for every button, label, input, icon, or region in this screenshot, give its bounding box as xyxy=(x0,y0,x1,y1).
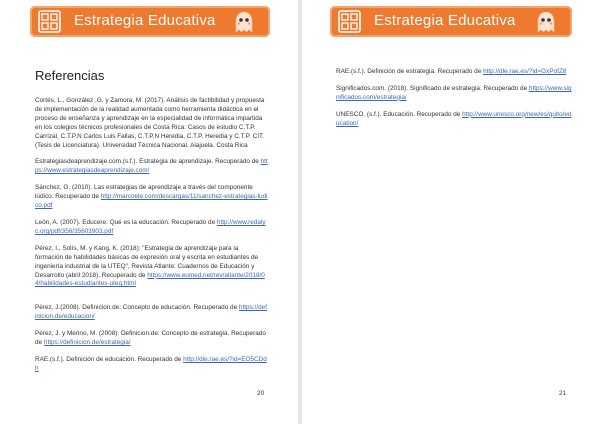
reference-entry xyxy=(35,356,268,374)
reference-entry xyxy=(35,219,268,237)
reference-entry xyxy=(35,245,268,290)
reference-link[interactable]: http://marcoele.com/descargas/11/sanchez-estrategias-ludico.pdf xyxy=(35,193,268,210)
reference-link[interactable]: https://www.eumed.net/rev/atlante/2018/04/habilidades-estudiantes-uteq.html xyxy=(35,271,265,288)
reference-text: Pérez, I., Solís, M. y Kang, K. (2018): "Estrategia de aprendizaje para la formación de habilidades básicas de expresión oral y escrita en estudiantes de ingeniería industrial de la UTEQ", Revista Atlante: Cuadernos de Educación y Desarrollo (abril 2018). Recuperado de xyxy=(35,244,259,279)
reference-text: UNESCO. (s.f.). Educación. Recuperado de xyxy=(336,110,463,118)
reference-link[interactable]: http://www.redalyc.org/pdf/356/35603903.pdf xyxy=(35,218,266,235)
reference-link[interactable]: https://www.significados.com/estrategia/ xyxy=(336,84,572,101)
reference-text: RAE.(s.f.). Definición de estrategia. Recuperado de xyxy=(336,68,484,75)
page-number: 21 xyxy=(559,390,567,397)
reference-link[interactable]: https://www.estrategiasdeaprendizaje.com/ xyxy=(35,158,268,175)
ghost-mascot-icon xyxy=(234,11,254,33)
reference-entry xyxy=(35,304,268,322)
reference-entry xyxy=(35,184,268,211)
reference-text: Cortés, L., González ,G. y Zamora, M. (2017). Análisis de factibilidad y propuesta de implementación de la realidad aumentada como herramienta didáctica en el proceso de enseñanza y aprendizaje en la especialidad de informática impartida en los colegios técnicos profesionales de Costa Rica: Casos de estudio C.T.P. Carrizal, C.T.P.N Carlos Luis Fallas, C.T.P.N Heredia, C.T.P. Heredia y C.T.P. CIT. (Tesis de Licenciatura). Universidad Técnica Nacional. Alajuela. Costa Rica xyxy=(35,97,265,149)
reference-link[interactable]: https://definicion.de/educacion/ xyxy=(35,304,267,321)
right-page xyxy=(302,0,600,424)
header-banner xyxy=(30,6,270,37)
reference-list xyxy=(35,97,268,382)
left-page xyxy=(0,0,298,424)
reference-text: Pérez, J. y Merino, M. (2008). Definicion.de: Concepto de estrategia. Recuperado de xyxy=(35,330,266,347)
reference-entry xyxy=(35,97,268,150)
reference-entry xyxy=(336,68,572,77)
ghost-mascot-icon xyxy=(536,11,556,33)
header-banner xyxy=(330,6,572,37)
reference-entry xyxy=(336,85,572,103)
reference-link[interactable]: http://www.unesco.org/new/es/quito/education/ xyxy=(336,110,572,127)
banner-title: Estrategia Educativa xyxy=(374,12,516,29)
book-logo-icon xyxy=(38,10,61,33)
book-logo-icon xyxy=(338,10,361,33)
section-title: Referencias xyxy=(35,68,105,83)
reference-text: León, A. (2007). Educere: Qué es la educación. Recuperado de xyxy=(35,218,217,226)
reference-text: Sánchez, G. (2010). Las estrategias de aprendizaje a través del componente lúdico. Recuperado de xyxy=(35,184,253,201)
reference-text: Pérez, J.(2008). Definicion.de: Concepto de educación. Recuperado de xyxy=(35,304,239,312)
reference-list xyxy=(336,68,572,137)
reference-entry xyxy=(35,330,268,348)
reference-link[interactable]: http://dle.rae.es/?id=GxPofZ8 xyxy=(483,68,567,75)
reference-link[interactable]: http://dle.rae.es/?id=EO5CDdh xyxy=(35,355,267,372)
page-number: 20 xyxy=(257,390,265,397)
reference-text: Significados.com. (2018). Significado de estrategia. Recuperado de xyxy=(336,84,529,92)
reference-entry xyxy=(35,158,268,176)
reference-text: RAE.(s.f.). Definición de educación. Recuperado de xyxy=(35,355,184,363)
banner-title: Estrategia Educativa xyxy=(74,12,216,29)
reference-link[interactable]: https://definicion.de/estrategia/ xyxy=(43,339,131,347)
reference-entry xyxy=(336,111,572,129)
reference-text: Estrategiasdeaprendizaje.com.(s.f.). Estrategia de aprendizaje. Recuperado de xyxy=(35,158,261,166)
